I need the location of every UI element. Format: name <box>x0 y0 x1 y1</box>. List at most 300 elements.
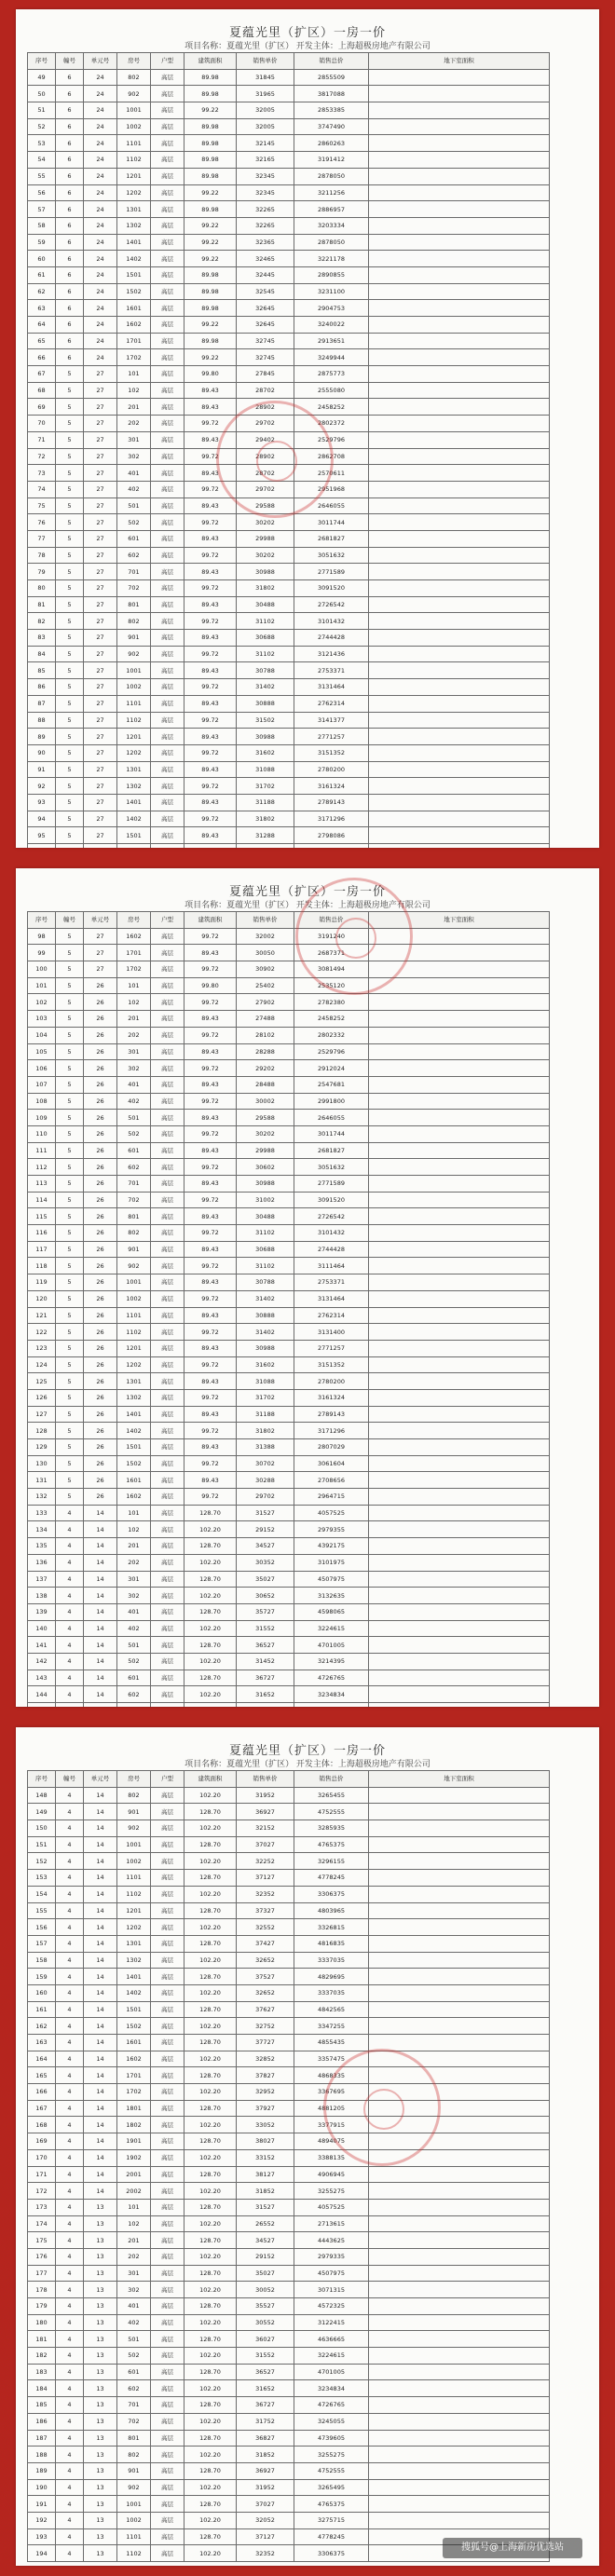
table-cell: 4765375 <box>294 1836 369 1853</box>
table-cell: 99.72 <box>184 1290 237 1307</box>
table-cell: 89.43 <box>184 945 237 961</box>
table-row <box>28 201 550 218</box>
table-cell: 186 <box>28 2413 56 2430</box>
table-row <box>28 2413 550 2430</box>
table-cell: 89.43 <box>184 431 237 448</box>
table-cell <box>151 844 184 849</box>
table-cell: 65 <box>28 333 56 349</box>
table-cell: 高层 <box>151 1225 184 1242</box>
table-cell: 32645 <box>237 300 294 317</box>
table-cell: 27 <box>84 416 117 432</box>
table-cell: 1102 <box>117 1886 151 1902</box>
table-cell: 1401 <box>117 1969 151 1985</box>
table-cell: 2681827 <box>294 1142 369 1159</box>
table-cell <box>369 317 550 334</box>
table-row <box>28 564 550 580</box>
table-cell: 高层 <box>151 2298 184 2315</box>
table-row <box>28 1820 550 1837</box>
table-row <box>28 2199 550 2215</box>
table-row <box>28 1836 550 1853</box>
table-cell: 13 <box>84 2248 117 2265</box>
table-row <box>28 2298 550 2315</box>
table-cell <box>369 1637 550 1654</box>
table-cell: 98 <box>28 928 56 945</box>
table-cell: 高层 <box>151 945 184 961</box>
table-cell: 107 <box>28 1076 56 1093</box>
column-header: 建筑面积 <box>184 1771 237 1788</box>
table-cell: 89.43 <box>184 827 237 844</box>
table-cell <box>369 1804 550 1820</box>
table-row <box>28 2348 550 2365</box>
table-cell: 4 <box>56 2133 84 2150</box>
table-cell: 4 <box>56 2462 84 2479</box>
table-cell: 2744428 <box>294 1241 369 1258</box>
table-cell: 4 <box>56 2413 84 2430</box>
table-row <box>28 69 550 86</box>
table-cell: 2458252 <box>294 1011 369 1028</box>
table-cell: 4 <box>56 1902 84 1919</box>
table-cell: 104 <box>28 1027 56 1043</box>
table-cell: 802 <box>117 1225 151 1242</box>
table-cell: 26 <box>84 977 117 994</box>
table-row <box>28 1870 550 1887</box>
table-cell: 4 <box>56 1820 84 1837</box>
table-cell: 5 <box>56 1142 84 1159</box>
table-cell: 32952 <box>237 2084 294 2101</box>
table-row <box>28 2397 550 2414</box>
table-cell: 4 <box>56 2380 84 2397</box>
table-cell: 94 <box>28 811 56 827</box>
table-cell: 31752 <box>237 2413 294 2430</box>
table-row <box>28 1340 550 1356</box>
table-cell: 3171296 <box>294 811 369 827</box>
table-cell: 31402 <box>237 679 294 696</box>
table-cell: 89.43 <box>184 1340 237 1356</box>
table-cell: 901 <box>117 630 151 647</box>
table-cell: 3337035 <box>294 1952 369 1969</box>
table-cell: 37827 <box>237 2067 294 2084</box>
table-cell: 128.70 <box>184 1670 237 1686</box>
table-cell <box>369 2215 550 2232</box>
table-cell <box>369 1853 550 1870</box>
table-cell: 25402 <box>237 977 294 994</box>
sheet-title: 夏蕴光里（扩区）一房一价 <box>228 1744 386 1758</box>
table-cell: 301 <box>117 1043 151 1060</box>
table-row <box>28 1935 550 1952</box>
table-cell: 157 <box>28 1935 56 1952</box>
table-cell: 4894075 <box>294 2133 369 2150</box>
table-cell: 1102 <box>117 152 151 169</box>
table-cell: 4 <box>56 2084 84 2101</box>
table-cell: 高层 <box>151 2496 184 2513</box>
table-cell: 168 <box>28 2117 56 2133</box>
table-cell: 902 <box>117 646 151 662</box>
table-cell: 2458252 <box>294 399 369 416</box>
table-cell: 高层 <box>151 2265 184 2282</box>
table-cell <box>369 1620 550 1637</box>
table-cell: 27 <box>84 596 117 613</box>
table-cell: 26 <box>84 1439 117 1456</box>
table-cell: 86 <box>28 679 56 696</box>
table-row <box>28 2265 550 2282</box>
table-cell <box>369 1603 550 1620</box>
table-cell: 110 <box>28 1125 56 1142</box>
table-cell: 高层 <box>151 448 184 465</box>
table-cell: 1301 <box>117 761 151 778</box>
table-cell: 165 <box>28 2067 56 2084</box>
table-cell: 128.70 <box>184 2232 237 2249</box>
table-cell: 高层 <box>151 2545 184 2562</box>
table-cell: 102 <box>117 994 151 1011</box>
table-cell: 54 <box>28 152 56 169</box>
table-row <box>28 2282 550 2298</box>
table-cell: 高层 <box>151 1406 184 1423</box>
table-cell: 190 <box>28 2479 56 2496</box>
table-cell: 13 <box>84 2512 117 2528</box>
table-cell <box>369 580 550 597</box>
table-cell: 高层 <box>151 266 184 283</box>
table-cell: 35027 <box>237 2265 294 2282</box>
table-cell: 5 <box>56 778 84 795</box>
table-cell: 5 <box>56 1439 84 1456</box>
table-cell: 13 <box>84 2479 117 2496</box>
table-cell: 6 <box>56 201 84 218</box>
table-row <box>28 1142 550 1159</box>
table-cell: 1301 <box>117 1935 151 1952</box>
table-cell: 102.20 <box>184 1787 237 1804</box>
table-cell: 302 <box>117 1060 151 1077</box>
table-row <box>28 300 550 317</box>
column-header: 地下室面积 <box>369 1771 550 1788</box>
table-cell: 3131400 <box>294 1324 369 1341</box>
table-cell: 102.20 <box>184 2479 237 2496</box>
table-cell: 30288 <box>237 1472 294 1489</box>
table-cell: 4636665 <box>294 2331 369 2348</box>
table-cell: 30688 <box>237 1241 294 1258</box>
table-cell: 102 <box>117 2215 151 2232</box>
column-header: 销售单价 <box>237 912 294 929</box>
table-cell: 24 <box>84 283 117 300</box>
table-cell: 28102 <box>237 1027 294 1043</box>
table-cell: 153 <box>28 1870 56 1887</box>
table-cell: 85 <box>28 662 56 679</box>
column-header: 地下室面积 <box>369 912 550 929</box>
table-cell: 601 <box>117 1670 151 1686</box>
table-row <box>28 135 550 152</box>
table-row <box>28 2035 550 2051</box>
table-cell: 3081494 <box>294 961 369 978</box>
table-cell: 2878050 <box>294 234 369 251</box>
table-cell: 27 <box>84 679 117 696</box>
table-cell: 89.43 <box>184 1307 237 1324</box>
table-cell: 14 <box>84 1952 117 1969</box>
table-cell: 1202 <box>117 184 151 201</box>
table-cell <box>369 827 550 844</box>
column-header: 户型 <box>151 53 184 70</box>
table-cell: 5 <box>56 1208 84 1225</box>
table-cell: 4 <box>56 2001 84 2018</box>
table-cell: 31088 <box>237 761 294 778</box>
table-cell <box>369 646 550 662</box>
table-cell: 高层 <box>151 1142 184 1159</box>
table-cell: 182 <box>28 2348 56 2365</box>
table-cell: 128.70 <box>184 2397 237 2414</box>
table-cell: 30202 <box>237 547 294 564</box>
column-header: 户型 <box>151 912 184 929</box>
table-cell <box>369 679 550 696</box>
table-cell: 高层 <box>151 1423 184 1439</box>
table-cell: 高层 <box>151 662 184 679</box>
table-cell: 14 <box>84 2149 117 2166</box>
table-cell: 102.20 <box>184 1588 237 1604</box>
table-cell <box>369 333 550 349</box>
table-cell: 1202 <box>117 1356 151 1373</box>
table-row <box>28 1952 550 1969</box>
table-cell: 32145 <box>237 135 294 152</box>
table-cell: 6 <box>56 251 84 267</box>
table-cell: 2529796 <box>294 1043 369 1060</box>
table-cell: 136 <box>28 1554 56 1571</box>
table-cell: 高层 <box>151 465 184 482</box>
table-cell <box>369 431 550 448</box>
red-seal-stamp <box>295 878 413 995</box>
table-cell: 31552 <box>237 1620 294 1637</box>
table-cell: 99.72 <box>184 744 237 761</box>
table-row <box>28 2100 550 2117</box>
table-row <box>28 844 550 849</box>
table-cell: 3161324 <box>294 1389 369 1406</box>
table-cell: 5 <box>56 827 84 844</box>
table-cell: 3367695 <box>294 2084 369 2101</box>
table-cell: 24 <box>84 349 117 366</box>
table-cell: 13 <box>84 2496 117 2513</box>
table-cell: 2991800 <box>294 1093 369 1110</box>
table-cell: 30352 <box>237 1554 294 1571</box>
table-cell: 100 <box>28 961 56 978</box>
table-cell: 101 <box>28 977 56 994</box>
table-cell: 56 <box>28 184 56 201</box>
table-cell <box>369 1935 550 1952</box>
table-cell <box>369 630 550 647</box>
table-row <box>28 1670 550 1686</box>
table-cell: 3817088 <box>294 86 369 102</box>
table-cell: 174 <box>28 2215 56 2232</box>
table-cell: 29702 <box>237 481 294 497</box>
table-cell: 14 <box>84 1620 117 1637</box>
table-cell: 30050 <box>237 945 294 961</box>
table-cell: 26 <box>84 1389 117 1406</box>
table-cell: 902 <box>117 2479 151 2496</box>
table-cell: 30488 <box>237 596 294 613</box>
table-cell: 24 <box>84 86 117 102</box>
table-cell: 37927 <box>237 2100 294 2117</box>
table-cell: 201 <box>117 1011 151 1028</box>
table-cell <box>369 184 550 201</box>
table-cell: 3051632 <box>294 547 369 564</box>
table-cell: 5 <box>56 1472 84 1489</box>
table-cell: 高层 <box>151 761 184 778</box>
table-cell: 102.20 <box>184 2183 237 2200</box>
table-cell: 111 <box>28 1142 56 1159</box>
table-cell: 50 <box>28 86 56 102</box>
table-cell: 3234834 <box>294 2380 369 2397</box>
table-cell: 99.72 <box>184 1125 237 1142</box>
table-cell <box>369 2462 550 2479</box>
table-cell: 5 <box>56 465 84 482</box>
table-cell: 6 <box>56 168 84 184</box>
sheet-title: 夏蕴光里（扩区）一房一价 <box>228 26 386 40</box>
table-cell: 4868335 <box>294 2067 369 2084</box>
table-cell: 4 <box>56 1554 84 1571</box>
table-cell <box>369 2314 550 2331</box>
column-header: 销售总价 <box>294 912 369 929</box>
table-cell: 34527 <box>237 1538 294 1555</box>
table-cell: 31852 <box>237 2183 294 2200</box>
table-cell: 128.70 <box>184 1870 237 1887</box>
table-cell: 高层 <box>151 961 184 978</box>
table-cell: 36727 <box>237 1670 294 1686</box>
table-cell: 4057525 <box>294 2199 369 2215</box>
table-cell <box>369 530 550 547</box>
table-cell: 4 <box>56 1935 84 1952</box>
table-cell <box>369 2496 550 2513</box>
table-cell: 高层 <box>151 2051 184 2067</box>
table-cell: 99.72 <box>184 514 237 531</box>
table-row <box>28 1902 550 1919</box>
table-cell: 1101 <box>117 1307 151 1324</box>
table-cell <box>237 1703 294 1708</box>
table-cell: 35727 <box>237 1603 294 1620</box>
table-cell: 30888 <box>237 1307 294 1324</box>
table-cell: 4 <box>56 2199 84 2215</box>
table-cell: 194 <box>28 2545 56 2562</box>
table-cell: 高层 <box>151 2133 184 2150</box>
table-cell: 高层 <box>151 729 184 745</box>
table-cell: 4 <box>56 2018 84 2035</box>
table-cell: 5 <box>56 1373 84 1390</box>
table-cell: 13 <box>84 2380 117 2397</box>
table-cell <box>369 1110 550 1126</box>
table-cell: 29588 <box>237 497 294 514</box>
table-cell: 26 <box>84 1307 117 1324</box>
table-cell: 72 <box>28 448 56 465</box>
table-cell <box>56 844 84 849</box>
table-cell: 高层 <box>151 977 184 994</box>
table-cell <box>369 118 550 135</box>
table-cell: 4778245 <box>294 2528 369 2545</box>
table-cell: 128.70 <box>184 2265 237 2282</box>
table-cell: 2744428 <box>294 630 369 647</box>
table-cell: 30602 <box>237 1159 294 1176</box>
table-cell: 173 <box>28 2199 56 2215</box>
table-cell: 14 <box>84 1670 117 1686</box>
table-row <box>28 1538 550 1555</box>
table-cell: 1602 <box>117 928 151 945</box>
table-cell: 151 <box>28 1836 56 1853</box>
table-cell: 128.70 <box>184 2166 237 2183</box>
table-cell: 302 <box>117 1588 151 1604</box>
table-cell: 6 <box>56 152 84 169</box>
table-cell: 31527 <box>237 2199 294 2215</box>
table-cell: 2771589 <box>294 564 369 580</box>
table-cell: 4 <box>56 2331 84 2348</box>
table-cell: 102.20 <box>184 2215 237 2232</box>
table-row <box>28 928 550 945</box>
table-cell: 4 <box>56 1571 84 1588</box>
table-cell: 158 <box>28 1952 56 1969</box>
table-cell: 32445 <box>237 266 294 283</box>
table-cell: 77 <box>28 530 56 547</box>
table-cell: 3151352 <box>294 744 369 761</box>
table-row <box>28 1241 550 1258</box>
table-row <box>28 86 550 102</box>
table-cell <box>369 1076 550 1093</box>
table-cell: 2862708 <box>294 448 369 465</box>
table-cell: 1202 <box>117 1919 151 1936</box>
table-cell: 6 <box>56 300 84 317</box>
table-cell: 901 <box>117 1804 151 1820</box>
table-cell: 27 <box>84 514 117 531</box>
table-cell: 14 <box>84 2018 117 2035</box>
column-header: 序号 <box>28 1771 56 1788</box>
table-cell: 89.43 <box>184 1011 237 1028</box>
table-cell: 1701 <box>117 333 151 349</box>
table-header-row <box>28 1771 550 1788</box>
table-cell: 501 <box>117 1637 151 1654</box>
table-row <box>28 1969 550 1985</box>
table-cell: 102.20 <box>184 2512 237 2528</box>
table-cell: 155 <box>28 1902 56 1919</box>
table-row <box>28 712 550 729</box>
table-cell <box>369 2364 550 2380</box>
price-sheet-3 <box>16 1727 599 2566</box>
table-row <box>28 349 550 366</box>
table-cell: 32265 <box>237 217 294 234</box>
table-cell: 5 <box>56 1307 84 1324</box>
table-cell: 32002 <box>237 928 294 945</box>
table-cell: 31402 <box>237 1324 294 1341</box>
table-cell: 5 <box>56 646 84 662</box>
table-cell: 6 <box>56 283 84 300</box>
table-cell: 3191412 <box>294 152 369 169</box>
table-header-row <box>28 53 550 70</box>
table-cell: 116 <box>28 1225 56 1242</box>
table-row <box>28 1984 550 2001</box>
table-cell: 64 <box>28 317 56 334</box>
table-cell: 26 <box>84 1290 117 1307</box>
table-row <box>28 1093 550 1110</box>
price-sheet-2 <box>16 868 599 1707</box>
table-cell: 93 <box>28 794 56 811</box>
table-cell: 3306375 <box>294 1886 369 1902</box>
table-cell: 132 <box>28 1489 56 1506</box>
table-row <box>28 2447 550 2463</box>
table-cell: 高层 <box>151 580 184 597</box>
table-cell: 5 <box>56 1356 84 1373</box>
table-cell: 高层 <box>151 994 184 1011</box>
table-cell: 高层 <box>151 1356 184 1373</box>
table-cell: 26 <box>84 1093 117 1110</box>
table-cell: 90 <box>28 744 56 761</box>
table-row <box>28 2215 550 2232</box>
table-cell: 5 <box>56 1176 84 1193</box>
table-cell <box>237 844 294 849</box>
table-cell: 89.43 <box>184 1208 237 1225</box>
table-cell <box>369 2183 550 2200</box>
table-cell: 31602 <box>237 1356 294 1373</box>
table-cell: 5 <box>56 811 84 827</box>
table-cell: 99.72 <box>184 1423 237 1439</box>
